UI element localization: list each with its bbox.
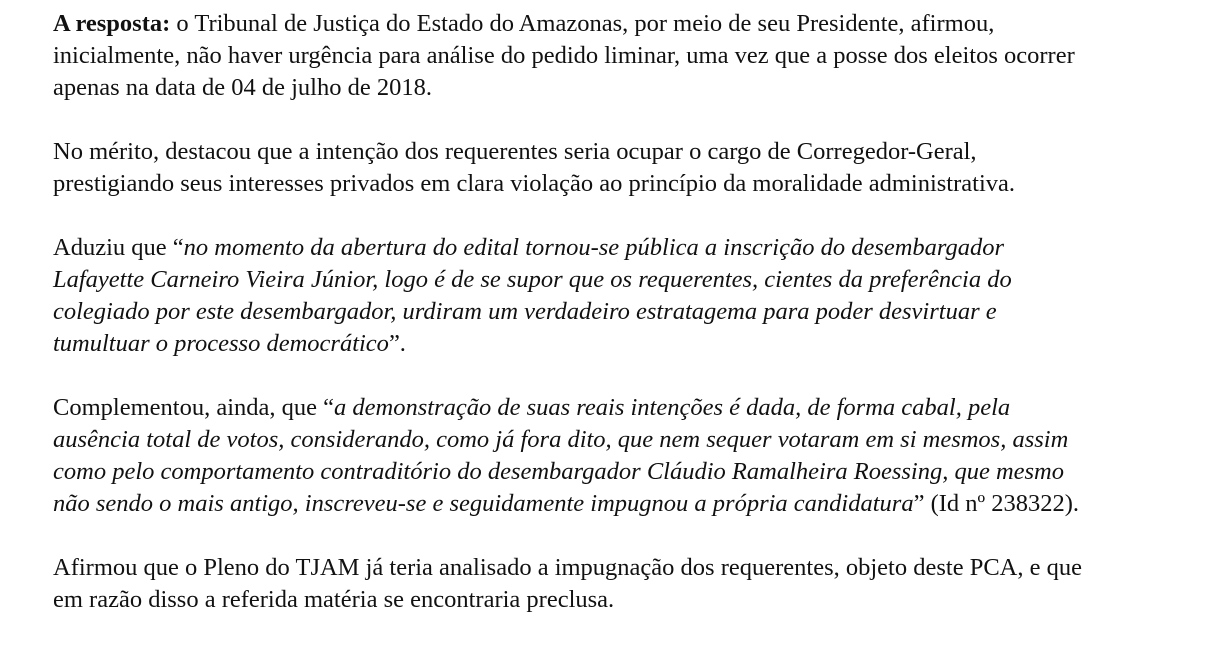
paragraph-quote-2 xyxy=(53,392,1216,520)
document-page xyxy=(53,8,1216,648)
paragraph-preclusion xyxy=(53,552,1216,616)
text-line: inicialmente, não haver urgência para análise do pedido liminar, uma vez que a posse dos eleitos ocorrer xyxy=(53,42,1075,69)
paragraph-answer xyxy=(53,8,1216,104)
text-line xyxy=(53,264,1216,296)
text-line xyxy=(53,296,1216,328)
paragraph-merit xyxy=(53,136,1216,200)
text-line: A resposta: o Tribunal de Justiça do Estado do Amazonas, por meio de seu Presidente, afirmou, xyxy=(53,10,995,37)
text-line: Aduziu que “no momento da abertura do edital tornou-se pública a inscrição do desembargador xyxy=(53,234,1005,261)
text-line xyxy=(53,424,1216,456)
text-line: tumultuar o processo democrático”. xyxy=(53,330,406,357)
quoted-text: colegiado por este desembargador, urdiram um verdadeiro estratagema para poder desvirtuar e xyxy=(53,298,997,325)
text-line: em razão disso a referida matéria se encontraria preclusa. xyxy=(53,586,615,613)
quoted-text: a demonstração de suas reais intenções é dada, de forma cabal, pela xyxy=(334,394,1011,421)
quoted-text: Lafayette Carneiro Vieira Júnior, logo é de se supor que os requerentes, cientes da preferência do xyxy=(53,266,1012,293)
text-line xyxy=(53,456,1216,488)
text-line: No mérito, destacou que a intenção dos requerentes seria ocupar o cargo de Corregedor-Geral, xyxy=(53,138,977,165)
document-reference: ” (Id nº 238322). xyxy=(913,490,1080,517)
text-line: Complementou, ainda, que “a demonstração de suas reais intenções é dada, de forma cabal, pela xyxy=(53,394,1011,421)
text-line: apenas na data de 04 de julho de 2018. xyxy=(53,74,432,101)
quoted-text: no momento da abertura do edital tornou-se pública a inscrição do desembargador xyxy=(183,234,1005,261)
quoted-text: como pelo comportamento contraditório do desembargador Cláudio Ramalheira Roessing, que mesmo xyxy=(53,458,1064,485)
quoted-text: tumultuar o processo democrático xyxy=(53,330,389,357)
paragraph-quote-1 xyxy=(53,232,1216,360)
quoted-text: não sendo o mais antigo, inscreveu-se e seguidamente impugnou a própria candidatura xyxy=(53,490,914,517)
text-line: prestigiando seus interesses privados em clara violação ao princípio da moralidade administrativa. xyxy=(53,170,1015,197)
answer-heading: A resposta: xyxy=(53,10,171,37)
text-line: Afirmou que o Pleno do TJAM já teria analisado a impugnação dos requerentes, objeto deste PCA, e que xyxy=(53,554,1082,581)
text-line xyxy=(53,488,1216,520)
quoted-text: ausência total de votos, considerando, como já fora dito, que nem sequer votaram em si mesmos, assim xyxy=(53,426,1069,453)
